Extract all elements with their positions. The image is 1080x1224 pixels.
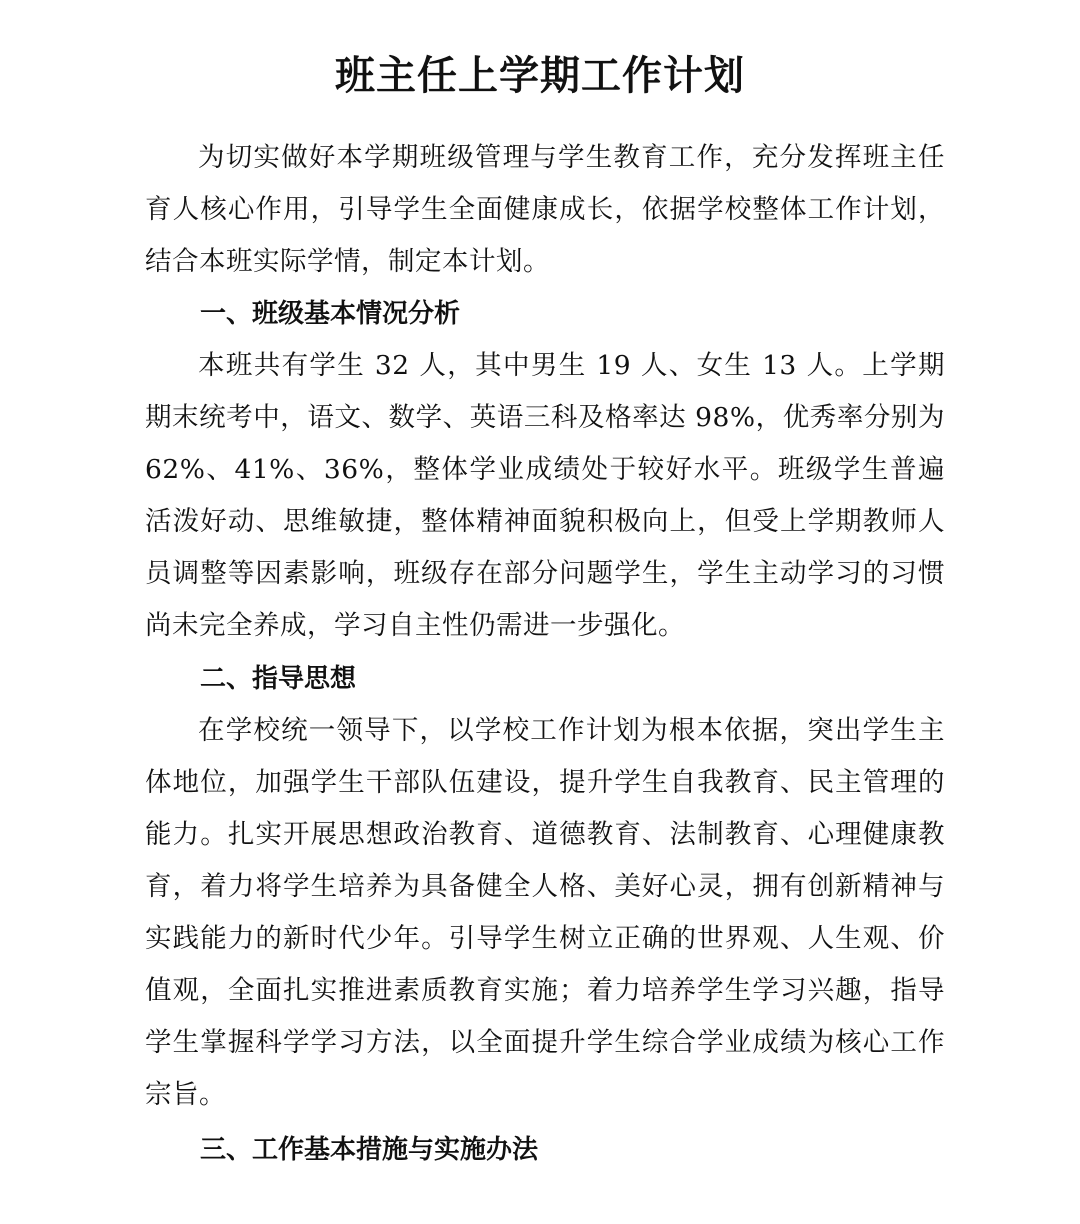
section-paragraph-guiding-ideology: 在学校统一领导下，以学校工作计划为根本依据，突出学生主体地位，加强学生干部队伍建设，提升学生自我教育、民主管理的能力。扎实开展思想政治教育、道德教育、法制教育、心理健康教育，着力将学生培养为具备健全人格、美好心灵，拥有创新精神与实践能力的新时代少年。引导学生树立正确的世界观、人生观、价值观，全面扎实推进素质教育实施；着力培养学生学习兴趣，指导学生掌握科学学习方法，以全面提升学生综合学业成绩为核心工作宗旨。: [145, 715, 945, 1110]
intro-paragraph: 为切实做好本学期班级管理与学生教育工作，充分发挥班主任育人核心作用，引导学生全面健康成长，依据学校整体工作计划，结合本班实际学情，制定本计划。: [145, 142, 945, 277]
section-heading-guiding-ideology: 二、指导思想: [200, 664, 357, 694]
section-heading-measures: 三、工作基本措施与实施办法: [200, 1135, 539, 1165]
document-title: 班主任上学期工作计划: [335, 52, 745, 99]
section-heading-situation-analysis: 一、班级基本情况分析: [200, 299, 461, 329]
section-paragraph-situation-analysis: 本班共有学生 32 人，其中男生 19 人、女生 13 人。上学期期末统考中，语文、数学、英语三科及格率达 98%，优秀率分别为 62%、41%、36%，整体学业成绩处于较好水平。班级学生普遍活泼好动、思维敏捷，整体精神面貌积极向上，但受上学期教师人员调整等因素影响，班级存在部分问题学生，学生主动学习的习惯尚未完全养成，学习自主性仍需进一步强化。: [145, 350, 945, 641]
